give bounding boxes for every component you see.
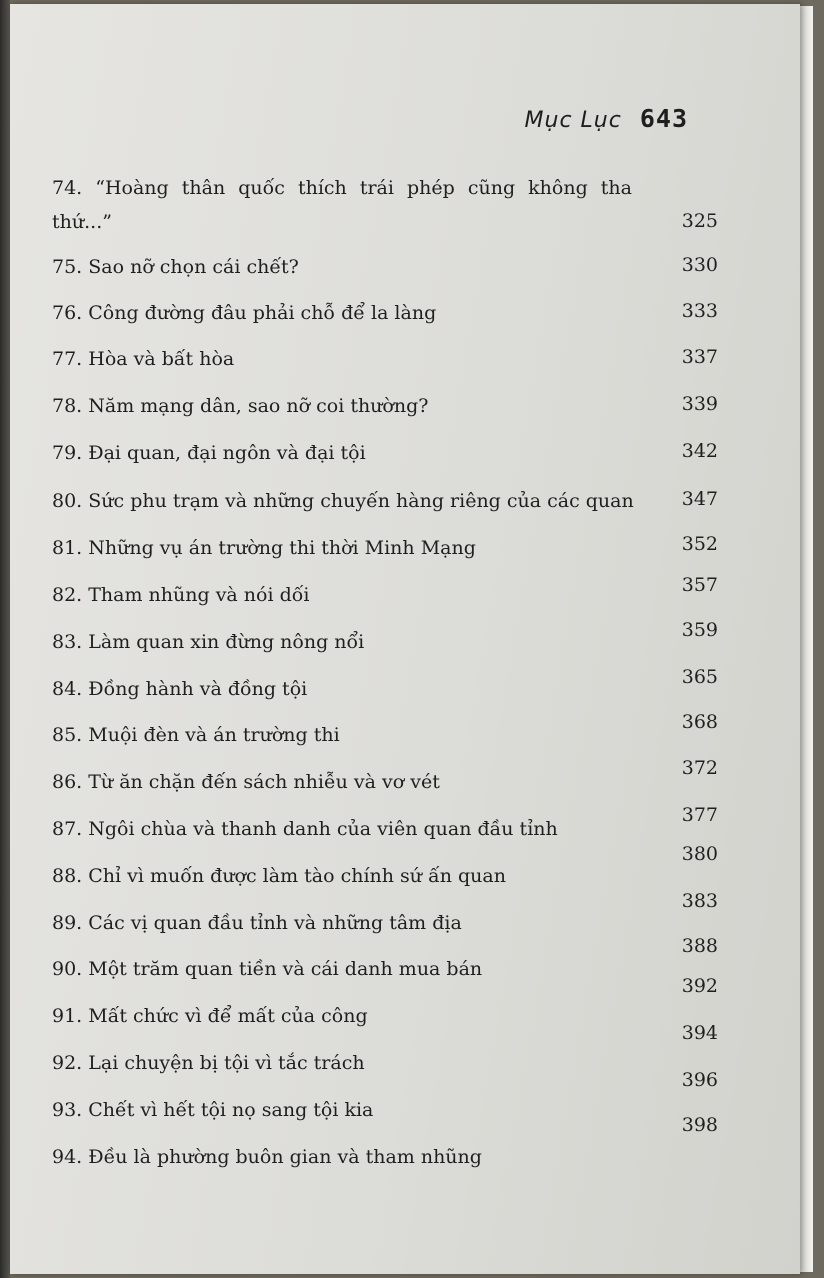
toc-entry: [52, 1022, 718, 1075]
toc-entry-title: 77. Hòa và bất hòa: [52, 348, 235, 370]
toc-entry: [52, 175, 718, 239]
toc-entry-page-number: 347: [681, 488, 718, 510]
toc-entry-page-number: 330: [681, 254, 718, 276]
adjacent-page-shadow: [0, 0, 10, 1278]
toc-entry-title: 94. Đều là phường buôn gian và tham nhũng: [52, 1146, 482, 1168]
toc-entry: [52, 347, 718, 371]
toc-entry-title: 87. Ngôi chùa và thanh danh của viên quan đầu tỉnh: [52, 818, 558, 840]
toc-entry-title: 91. Mất chức vì để mất của công: [52, 1005, 368, 1027]
toc-entry-title: 79. Đại quan, đại ngôn và đại tội: [52, 442, 366, 464]
toc-entry: [52, 804, 718, 841]
toc-entry-title: 88. Chỉ vì muốn được làm tào chính sứ ấn quan: [52, 865, 506, 887]
toc-entry-title: 86. Từ ăn chặn đến sách nhiễu và vơ vét: [52, 771, 440, 793]
toc-entry: [52, 711, 718, 747]
toc-entry-title: 92. Lại chuyện bị tội vì tắc trách: [52, 1052, 365, 1074]
toc-entry-title: 89. Các vị quan đầu tỉnh và những tâm địa: [52, 912, 462, 934]
toc-entry-page-number: 359: [681, 619, 718, 641]
toc-entry-page-number: 337: [681, 346, 718, 368]
header-page-number: 643: [639, 104, 688, 133]
toc-entry-title: 85. Muội đèn và án trường thi: [52, 724, 340, 746]
toc-entry: [52, 441, 718, 465]
toc-entry-page-number: 396: [681, 1069, 718, 1091]
toc-entry: [52, 394, 718, 418]
toc-entry: [52, 255, 718, 279]
toc-entry-title: 82. Tham nhũng và nói dối: [52, 584, 310, 606]
toc-entry: [52, 301, 718, 325]
toc-entry-title: 90. Một trăm quan tiền và cái danh mua bán: [52, 958, 483, 980]
running-header: [525, 104, 688, 133]
toc-entry-title: 74. “Hoàng thân quốc thích trái phép cũng không tha thứ...”: [52, 177, 632, 233]
toc-entry-title: 84. Đồng hành và đồng tội: [52, 678, 308, 700]
toc-entry: [52, 843, 718, 888]
toc-entry-page-number: 342: [681, 440, 718, 462]
toc-entry-page-number: 365: [681, 666, 718, 688]
toc-entry: [52, 935, 718, 981]
toc-entry-page-number: 352: [681, 533, 718, 555]
toc-entry: [52, 890, 718, 935]
toc-entry-page-number: 388: [681, 935, 718, 957]
toc-entry: [52, 757, 718, 794]
toc-entry-page-number: 333: [681, 300, 718, 322]
toc-entry-title: 93. Chết vì hết tội nọ sang tội kia: [52, 1099, 374, 1121]
toc-entry-page-number: 357: [681, 574, 718, 596]
toc-entry: [52, 619, 718, 654]
toc-entry-page-number: 377: [681, 804, 718, 826]
toc-entry-page-number: 368: [681, 711, 718, 733]
toc-entry: [52, 489, 718, 513]
toc-entry-page-number: 325: [681, 210, 718, 232]
toc-entry-page-number: 339: [681, 393, 718, 415]
toc-entry: [52, 975, 718, 1028]
toc-entry: [52, 1114, 718, 1169]
header-title: Mục Lục: [524, 108, 622, 133]
toc-entry-title: 75. Sao nỡ chọn cái chết?: [52, 256, 299, 278]
toc-entry-page-number: 383: [681, 890, 718, 912]
toc-entry-page-number: 394: [681, 1022, 718, 1044]
toc-entry-title: 78. Năm mạng dân, sao nỡ coi thường?: [52, 395, 429, 417]
toc-entry-title: 76. Công đường đâu phải chỗ để la làng: [52, 302, 437, 324]
toc-entry-title: 81. Những vụ án trường thi thời Minh Mạng: [52, 537, 476, 559]
toc-entry: [52, 574, 718, 607]
toc-entry-page-number: 392: [681, 975, 718, 997]
toc-entry: [52, 666, 718, 701]
toc-entry-page-number: 380: [681, 843, 718, 865]
toc-entry-page-number: 398: [681, 1114, 718, 1136]
toc-entry: [52, 1069, 718, 1122]
toc-entry-title: 83. Làm quan xin đừng nông nổi: [52, 631, 365, 653]
toc-entry-title: 80. Sức phu trạm và những chuyến hàng riêng của các quan: [52, 490, 634, 512]
toc-entry-page-number: 372: [681, 757, 718, 779]
toc-entry: [52, 533, 718, 560]
